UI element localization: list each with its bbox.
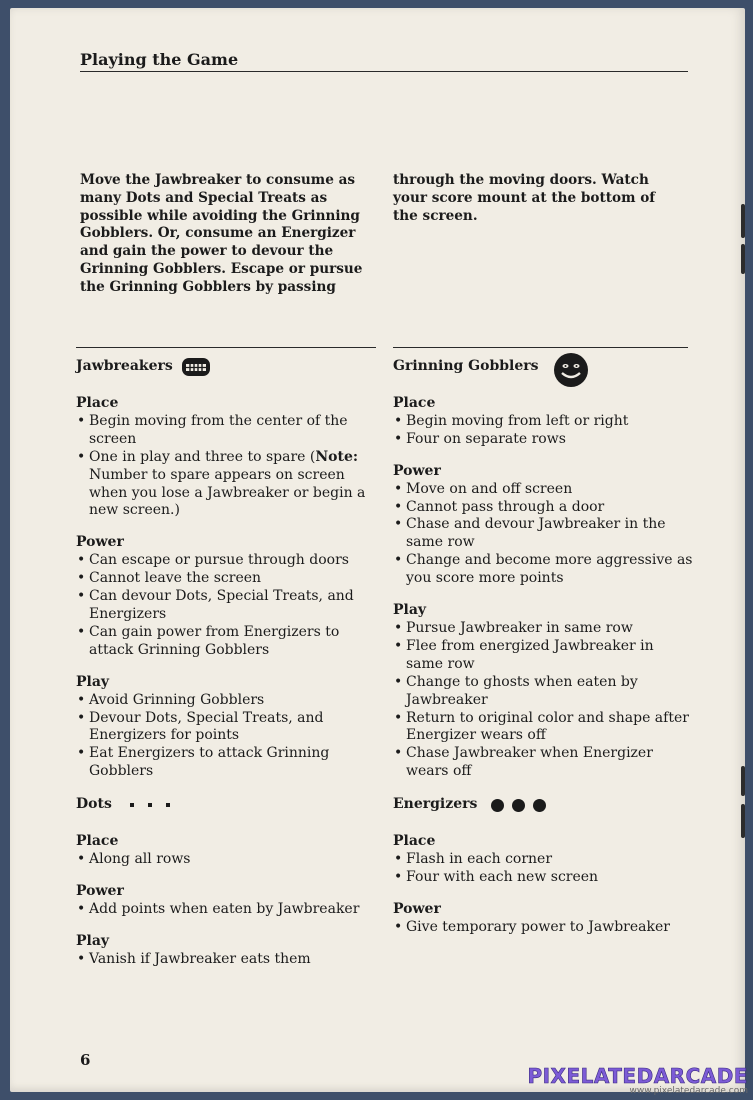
gobblers-place-list <box>393 413 693 449</box>
list-item: • Avoid Grinning Gobblers <box>76 692 376 710</box>
jawbreakers-play-list <box>76 692 376 782</box>
gobblers-place-label: Place <box>393 395 436 411</box>
gobblers-heading-text: Grinning Gobblers <box>393 358 539 375</box>
jawbreakers-place-list <box>76 413 376 520</box>
watermark <box>527 1064 748 1096</box>
watermark-brand: PIXELATEDARCADE <box>527 1064 748 1088</box>
list-item: • Cannot pass through a door <box>393 499 693 517</box>
jawbreakers-heading-text: Jawbreakers <box>76 358 173 375</box>
list-item: • Devour Dots, Special Treats, and Energizers for points <box>76 710 376 746</box>
list-item: • Move on and off screen <box>393 481 693 499</box>
list-item: • Change and become more aggressive as you score more points <box>393 552 693 588</box>
list-item: • Add points when eaten by Jawbreaker <box>76 901 376 919</box>
column-divider-right <box>393 347 688 348</box>
jawbreakers-place-label: Place <box>76 395 119 411</box>
list-item <box>76 449 376 521</box>
list-item-text: Number to spare appears on screen when you lose a Jawbreaker or begin a new screen.) <box>89 466 366 519</box>
jawbreakers-power-label: Power <box>76 534 124 551</box>
dots-power-list <box>76 901 376 919</box>
gobblers-heading <box>393 353 693 381</box>
list-item: • Four on separate rows <box>393 431 693 449</box>
gobblers-power-label: Power <box>393 462 441 479</box>
list-item: • Give temporary power to Jawbreaker <box>393 919 693 937</box>
right-column <box>393 353 693 937</box>
list-item: • Return to original color and shape after Energizer wears off <box>393 710 693 746</box>
binding-mark <box>741 244 745 274</box>
list-item: • Four with each new screen <box>393 869 693 887</box>
list-item: • Flash in each corner <box>393 851 693 869</box>
jawbreakers-power-list <box>76 552 376 659</box>
binding-mark <box>741 804 745 838</box>
list-item: • Chase and devour Jawbreaker in the same row <box>393 516 693 552</box>
column-divider-left <box>76 347 376 348</box>
gobblers-play-list <box>393 620 693 781</box>
watermark-url: www.pixelatedarcade.com <box>629 1086 748 1096</box>
left-column <box>76 353 376 969</box>
binding-mark <box>741 766 745 796</box>
gobblers-power-list <box>393 481 693 588</box>
list-item: • Begin moving from left or right <box>393 413 693 431</box>
intro-text-left: Move the Jawbreaker to consume as many Dots and Special Treats as possible while avoiding the Grinning Gobblers. Or, consume an Energizer and gain the power to devour the Grinning Gobblers. Escape or pursue the Grinning Gobblers by passing <box>80 172 363 295</box>
manual-page <box>10 8 745 1092</box>
dots-icon <box>130 803 170 807</box>
list-item: • Flee from energized Jawbreaker in same row <box>393 638 693 674</box>
grinning-gobbler-icon <box>553 352 589 388</box>
list-item: • Can gain power from Energizers to attack Grinning Gobblers <box>76 624 376 660</box>
list-item-text: One in play and three to spare ( <box>89 448 316 465</box>
energizers-icon <box>491 799 546 812</box>
list-item: • Change to ghosts when eaten by Jawbreaker <box>393 674 693 710</box>
list-item: • Eat Energizers to attack Grinning Gobblers <box>76 745 376 781</box>
dots-place-list <box>76 851 376 869</box>
jawbreakers-heading <box>76 353 376 381</box>
dots-power-label: Power <box>76 882 124 899</box>
energizers-heading-text: Energizers <box>393 796 478 813</box>
gobblers-play-label: Play <box>393 602 427 619</box>
dots-place-label: Place <box>76 833 119 850</box>
jawbreakers-play-label: Play <box>76 673 110 690</box>
energizers-heading <box>393 791 693 819</box>
list-item: • Can devour Dots, Special Treats, and Energizers <box>76 588 376 624</box>
dots-heading <box>76 791 376 819</box>
jawbreaker-icon <box>181 356 211 378</box>
energizers-place-list <box>393 851 693 887</box>
page-number: 6 <box>80 1051 91 1069</box>
list-item: • Pursue Jawbreaker in same row <box>393 620 693 638</box>
energizers-place-label: Place <box>393 833 436 850</box>
dots-play-label: Play <box>76 932 110 949</box>
list-item: • Vanish if Jawbreaker eats them <box>76 951 376 969</box>
dots-play-list <box>76 951 376 969</box>
energizers-power-label: Power <box>393 900 441 917</box>
list-item: • Cannot leave the screen <box>76 570 376 588</box>
binding-mark <box>741 204 745 238</box>
list-item: • Can escape or pursue through doors <box>76 552 376 570</box>
list-item: • Chase Jawbreaker when Energizer wears off <box>393 745 693 781</box>
intro-text-right: through the moving doors. Watch your score mount at the bottom of the screen. <box>393 172 656 224</box>
section-title: Playing the Game <box>80 50 688 72</box>
list-item: • Begin moving from the center of the screen <box>76 413 376 449</box>
energizers-power-list <box>393 919 693 937</box>
note-label: Note: <box>315 448 359 465</box>
list-item: • Along all rows <box>76 851 376 869</box>
dots-heading-text: Dots <box>76 796 112 813</box>
